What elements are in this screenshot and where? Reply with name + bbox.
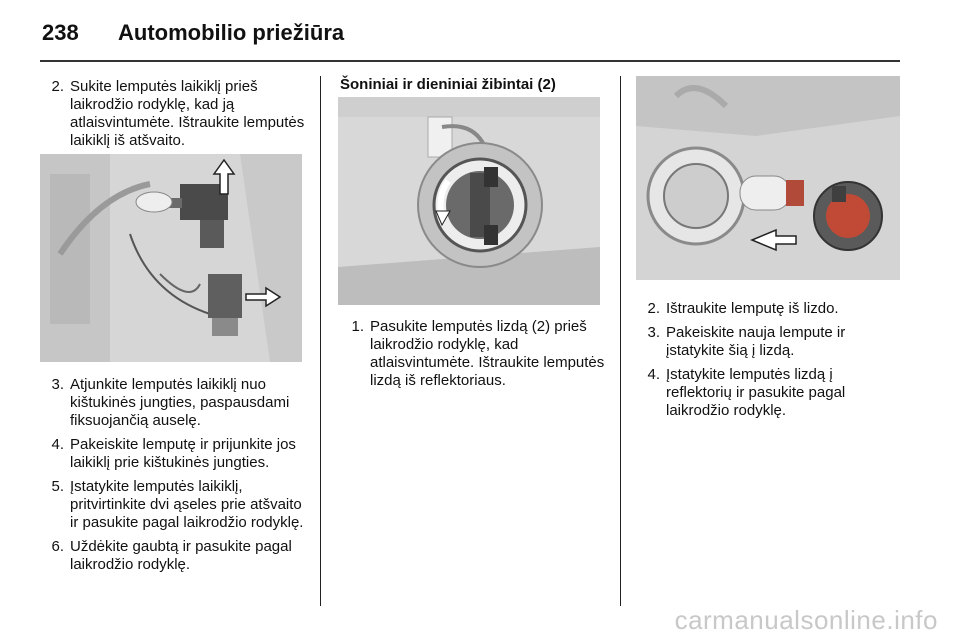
bulb-socket-illustration (636, 76, 900, 280)
list-item: 3. Pakeiskite nauja lempute ir įstatykite šią į lizdą. (647, 324, 846, 359)
bulb-holder-illustration (40, 154, 302, 362)
list-item: 6. Uždėkite gaubtą ir pasukite pagal laikrodžio rodyklę. (51, 538, 292, 573)
list-item: 3. Atjunkite lemputės laikiklį nuo kištukinės jungties, paspausdami fiksuojančią auselę. (51, 376, 290, 429)
list-item: 4. Įstatykite lemputės lizdą į reflektorių ir pasukite pagal laikrodžio rodyklę. (647, 366, 846, 419)
list-item: 2. Ištraukite lemputę iš lizdo. (647, 300, 839, 317)
list-item: 2. Sukite lemputės laikiklį prieš laikrodžio rodyklę, kad ją atlaisvintumėte. Ištraukite lemputės laikiklį iš atšvaito. (51, 78, 305, 149)
list-item: 1. Pasukite lemputės lizdą (2) prieš laikrodžio rodyklę, kad atlaisvintumėte. Ištraukite lemputės lizdą iš reflektoriaus. (351, 318, 605, 389)
page-title: Automobilio priežiūra (118, 20, 345, 45)
page-number: 238 (42, 20, 79, 45)
column-1-top-steps (40, 78, 310, 156)
column-divider-right (620, 76, 621, 606)
list-item: 5. Įstatykite lemputės laikiklį, pritvirtinkite dvi ąseles prie atšvaito ir pasukite pagal laikrodžio rodyklę. (51, 478, 304, 531)
column-2-steps (340, 318, 610, 396)
column-1-bottom-steps (40, 376, 312, 580)
column-divider-left (320, 76, 321, 606)
watermark: carmanualsonline.info (674, 605, 938, 635)
list-item: 4. Pakeiskite lemputę ir prijunkite jos laikiklį prie kištukinės jungties. (51, 436, 296, 471)
column-3-steps (636, 300, 898, 426)
side-daytime-light-illustration (338, 97, 600, 305)
header-rule (40, 60, 900, 62)
section-heading: Šoniniai ir dieniniai žibintai (2) (340, 76, 556, 93)
